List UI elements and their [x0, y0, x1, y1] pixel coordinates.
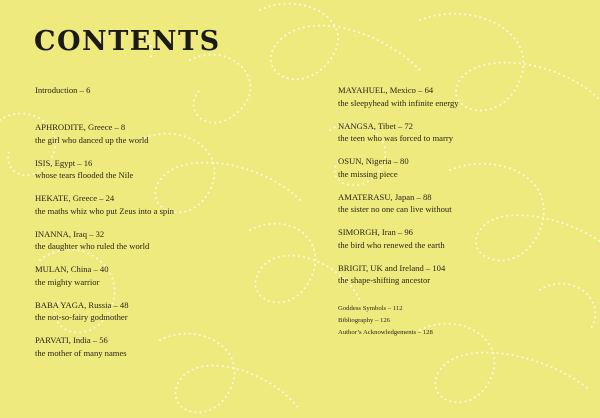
entry-heading: ISIS, Egypt – 16: [35, 157, 93, 168]
entry-subtitle: the sister no one can live without: [338, 204, 452, 214]
contents-entry-mayahuel: [338, 84, 588, 109]
contents-entry-osun: [338, 155, 588, 180]
entry-subtitle: the not-so-fairy godmother: [35, 312, 128, 322]
entry-heading: NANGSA, Tibet – 72: [338, 120, 413, 131]
contents-entry-aphrodite: [35, 121, 295, 146]
contents-entry-amaterasu: [338, 191, 588, 216]
entry-subtitle: the bird who renewed the earth: [338, 239, 445, 250]
contents-column-right: [338, 84, 588, 339]
entry-subtitle: whose tears flooded the Nile: [35, 170, 134, 180]
contents-entry-baba-yaga: [35, 299, 295, 324]
contents-entry-simorgh: [338, 226, 588, 251]
contents-entry-parvati: [35, 334, 295, 359]
entry-heading: SIMORGH, Iran – 96: [338, 227, 413, 237]
entry-heading: MAYAHUEL, Mexico – 64: [338, 85, 434, 95]
entry-subtitle: the mother of many names: [35, 347, 127, 358]
entry-subtitle: the teen who was forced to marry: [338, 133, 454, 143]
contents-entry-hekate: [35, 192, 295, 217]
entry-heading: BRIGIT, UK and Ireland – 104: [338, 262, 446, 273]
entry-subtitle: the missing piece: [338, 168, 398, 179]
entry-subtitle: the girl who danced up the world: [35, 134, 149, 145]
introduction-entry: Introduction – 6: [35, 85, 91, 95]
contents-entry-mulan: [35, 263, 295, 288]
entry-heading: OSUN, Nigeria – 80: [338, 156, 409, 166]
entry-heading: PARVATI, India – 56: [35, 335, 108, 345]
entry-heading: INANNA, Iraq – 32: [35, 228, 105, 239]
contents-entry-isis: [35, 157, 295, 182]
entry-subtitle: the maths whiz who put Zeus into a spin: [35, 205, 174, 216]
back-matter-acknowledgements: Author’s Acknowledgements – 128: [338, 328, 433, 336]
contents-entry-nangsa: [338, 120, 588, 145]
entry-heading: AMATERASU, Japan – 88: [338, 191, 432, 202]
entry-heading: BABA YAGA, Russia – 48: [35, 299, 129, 310]
page-title: CONTENTS: [34, 26, 221, 57]
entry-subtitle: the mighty warrior: [35, 276, 100, 287]
back-matter-list: [338, 303, 588, 340]
contents-entry-brigit: [338, 262, 588, 287]
entry-heading: APHRODITE, Greece – 8: [35, 122, 126, 132]
entry-subtitle: the sleepyhead with infinite energy: [338, 97, 459, 108]
back-matter-bibliography: Bibliography – 126: [338, 316, 391, 324]
entry-heading: MULAN, China – 40: [35, 264, 109, 274]
entry-subtitle: the daughter who ruled the world: [35, 241, 150, 251]
entry-subtitle: the shape-shifting ancestor: [338, 275, 431, 285]
entry-heading: HEKATE, Greece – 24: [35, 193, 115, 203]
contents-column-left: [35, 84, 295, 370]
back-matter-goddess-symbols: Goddess Symbols – 112: [338, 304, 403, 312]
contents-entry-inanna: [35, 228, 295, 253]
